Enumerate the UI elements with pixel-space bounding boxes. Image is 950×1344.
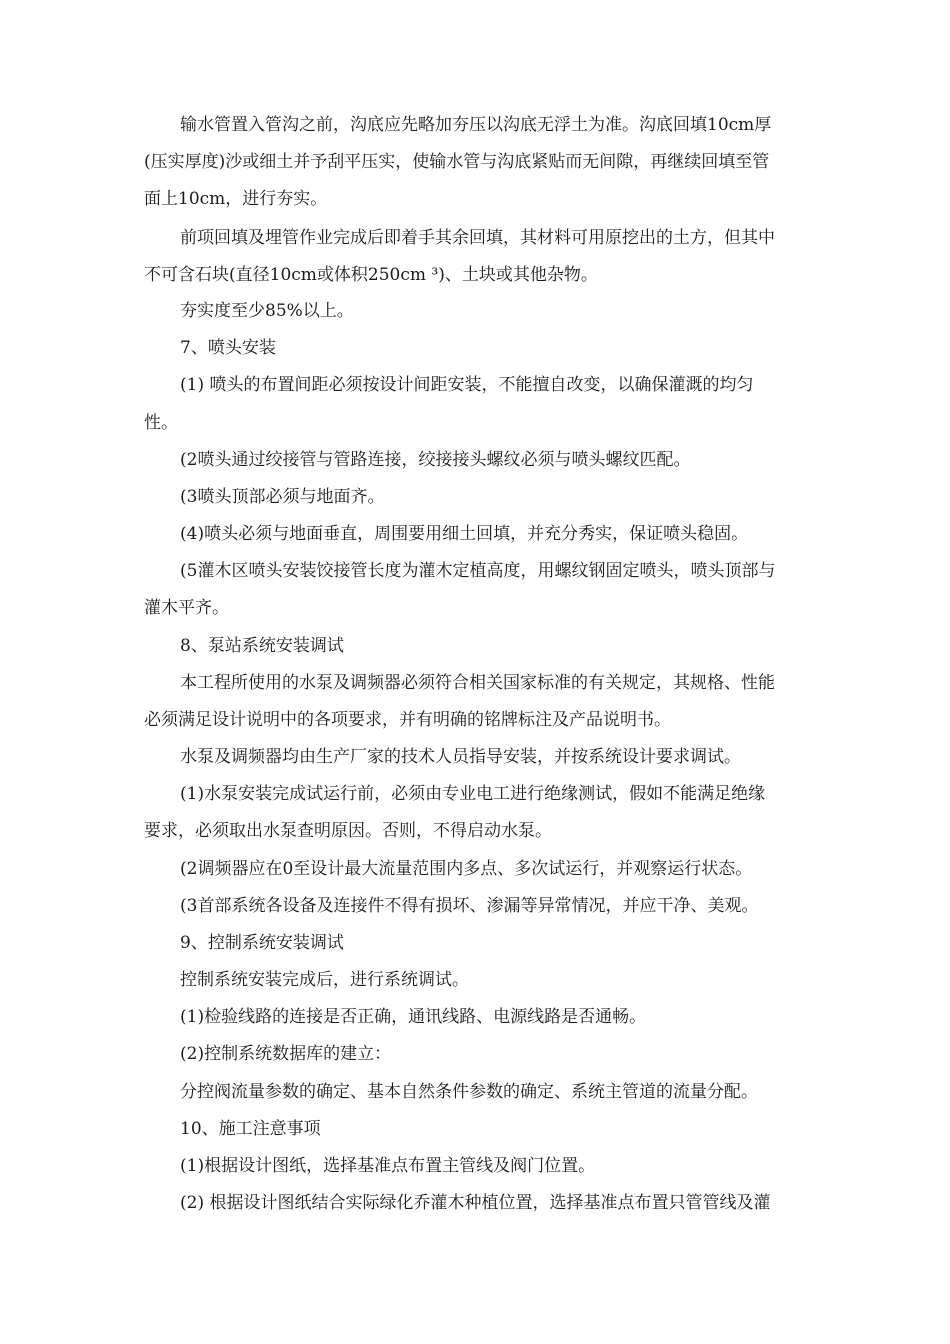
section-heading: 7、喷头安装 — [180, 338, 276, 358]
text-line: 本工程所使用的水泵及调频器必须符合相关国家标准的有关规定，其规格、性能 — [180, 673, 775, 693]
text-line: 灌木平齐。 — [144, 598, 229, 618]
text-line: (2喷头通过绞接管与管路连接，绞接接头螺纹必须与喷头螺纹匹配。 — [180, 450, 691, 470]
text-line: 水泵及调频器均由生产厂家的技术人员指导安装，并按系统设计要求调试。 — [180, 747, 741, 767]
text-line: 不可含石块(直径10cm或体积250cm ³)、土块或其他杂物。 — [144, 265, 598, 285]
section-heading: 10、施工注意事项 — [180, 1119, 321, 1139]
text-line: (压实厚度)沙或细土并予刮平压实，使输水管与沟底紧贴而无间隙，再继续回填至管 — [144, 152, 770, 172]
text-line: 必须满足设计说明中的各项要求，并有明确的铭牌标注及产品说明书。 — [144, 710, 671, 730]
text-line: 控制系统安装完成后，进行系统调试。 — [180, 970, 469, 990]
text-line: (2)控制系统数据库的建立： — [180, 1044, 392, 1064]
text-line: (1)水泵安装完成试运行前，必须由专业电工进行绝缘测试，假如不能满足绝缘 — [180, 784, 766, 804]
text-line: 前项回填及埋管作业完成后即着手其余回填，其材料可用原挖出的土方，但其中 — [180, 228, 775, 248]
text-line: (2调频器应在0至设计最大流量范围内多点、多次试运行，并观察运行状态。 — [180, 859, 753, 879]
text-line: (1)检验线路的连接是否正确，通讯线路、电源线路是否通畅。 — [180, 1007, 647, 1027]
text-line: (2) 根据设计图纸结合实际绿化乔灌木种植位置，选择基准点布置只管管线及灌 — [180, 1193, 771, 1213]
text-line: 输水管置入管沟之前，沟底应先略加夯压以沟底无浮土为准。沟底回填10cm厚 — [180, 115, 772, 135]
text-line: (5灌木区喷头安装饺接管长度为灌木定植高度，用螺纹钢固定喷头，喷头顶部与 — [180, 561, 776, 581]
section-heading: 8、泵站系统安装调试 — [180, 636, 344, 656]
text-line: 性。 — [144, 413, 178, 433]
section-heading: 9、控制系统安装调试 — [180, 933, 344, 953]
text-line: (4)喷头必须与地面垂直，周围要用细土回填，并充分秀实，保证喷头稳固。 — [180, 524, 749, 544]
text-line: 面上10cm，进行夯实。 — [144, 189, 328, 209]
text-line: (3喷头顶部必须与地面齐。 — [180, 487, 385, 507]
text-line: 夯实度至少85%以上。 — [180, 301, 354, 321]
text-line: 分控阀流量参数的确定、基本自然条件参数的确定、系统主管道的流量分配。 — [180, 1082, 758, 1102]
text-line: (3首部系统各设备及连接件不得有损坏、渗漏等异常情况，并应干净、美观。 — [180, 896, 759, 916]
text-line: (1) 喷头的布置间距必须按设计间距安装，不能擅自改变，以确保灌溉的均匀 — [180, 375, 754, 395]
text-line: 要求，必须取出水泵查明原因。否则，不得启动水泵。 — [144, 821, 552, 841]
text-line: (1)根据设计图纸，选择基准点布置主管线及阀门位置。 — [180, 1156, 596, 1176]
